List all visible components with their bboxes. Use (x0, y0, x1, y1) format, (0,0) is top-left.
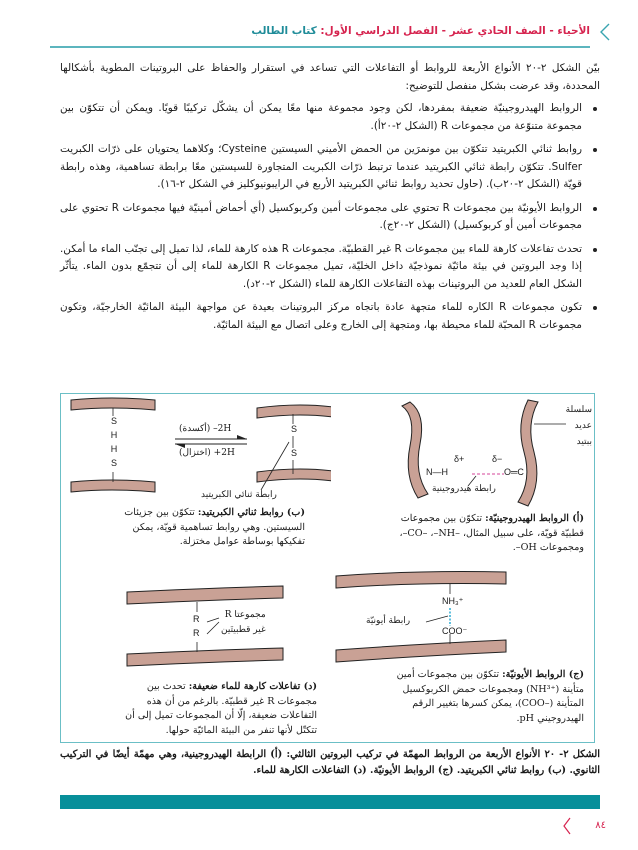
chevron-right-icon[interactable] (598, 22, 612, 42)
panel-hydrophobic (61, 568, 327, 742)
disulfide-bond-label: رابطة ثنائي الكبريتيد (201, 490, 277, 500)
bullet-item: الروابط الأيونيّة بين مجموعات R تحتوي على مجموعات أمين وكربوكسيل (أي أحماض أمينيّة فيها مجموعات R تحتوي على مجموعات أمين أو كربوكسيل) (الشكل ٢-٢٠ج). (60, 200, 600, 235)
caption-a-text: تتكوّن بين مجموعات قطبيّة قويّة، على سبيل المثال، ‎–CO–‎ ،‎–NH–‎، ومجموعات ‎–OH‎. (399, 513, 584, 553)
figure-box (60, 393, 595, 743)
header-rule (50, 46, 590, 48)
caption-c-title: (ج) الروابط الأيونيّة: (502, 669, 584, 680)
polypeptide-label (566, 402, 592, 450)
bullet-list (60, 100, 600, 334)
carboxyl-group: COO⁻ (442, 626, 468, 636)
title-separator: : (316, 25, 325, 37)
chain-label-line: سلسلة (565, 405, 592, 415)
panel-ionic-bonds (328, 568, 594, 742)
s-atom: S (290, 424, 297, 434)
bullet-item: روابط ثنائي الكبريتيد تتكوّن بين مونمرَين من الحمض الأميني السيستين Cysteine؛ وكلاهما يحتويان على ذرّات الكبريت Sulfer. تتكوّن رابطة ثنائي الكبريتيد عندما ترتبط ذرّات الكبريت المتجاورة للسيستين معًا برابطة تساهمية، وهذه رابطة قويّة (الشكل ٢-٢٠ب). (حاول تحديد روابط ثنائي الكبريتيد الأربع في الرايبونيوكليز في الشكل ٢-١٦). (60, 141, 600, 194)
nonpolar-label-line: مجموعتا R (224, 610, 266, 620)
nh-group: N—H (426, 467, 448, 477)
nonpolar-r-label (221, 608, 266, 638)
panel-hydrogen-bonds (328, 394, 594, 568)
book-subject: الأحياء - الصف الحادي عشر - الفصل الدراسي الأول (324, 25, 590, 37)
s-atom: S (290, 448, 297, 458)
caption-c (394, 668, 584, 726)
chain-label-line: ببتيد (576, 437, 592, 447)
co-group: O═C (504, 467, 524, 477)
caption-d (117, 680, 317, 738)
oxidation-label: ‎–2H‎ (أكسدة) (179, 424, 232, 434)
book-type: كتاب الطالب (251, 25, 317, 37)
h-atom: H (110, 444, 118, 454)
page-number: ٨٤ (595, 820, 606, 831)
delta-minus: δ− (492, 454, 503, 464)
page-number-area (556, 817, 606, 837)
body-text (60, 60, 600, 340)
caption-c-text: تتكوّن بين مجموعات أمين متأينة (‎NH³⁺‎) ومجموعات حمض الكربوكسيل المتأينة (‎COO–‎)، يمكن كسرها بتغيير الرقم الهيدروجيني pH. (396, 669, 584, 724)
amine-group: NH₃⁺ (442, 596, 464, 606)
caption-a (394, 512, 584, 556)
footer-bar (60, 795, 600, 809)
s-atom: S (110, 416, 117, 426)
bullet-item: تحدث تفاعلات كارهة للماء بين مجموعات R غير القطبيّة. مجموعات R هذه كارهة للماء، لذا تميل إلى تجنّب الماء ما أمكن. إذا وجد البروتين في بيئة مائيّة نموذجيّة داخل الخليّة، تميل مجموعات R الكارهة للماء إلى أن تتجمّع بدون الماء. يتأثّر الشكل العام للعديد من البروتينات بهذه التفاعلات الكارهة للماء (الشكل ٢-٢٠د). (60, 241, 600, 294)
caption-b-title: (ب) روابط ثنائي الكبريتيد: (197, 507, 305, 518)
panel-disulfide-bonds (61, 394, 327, 568)
page-header (50, 22, 590, 46)
caption-d-title: (د) تفاعلات كارهة للماء ضعيفة: (188, 681, 317, 692)
nonpolar-label-line: غير قطبيتَين (221, 625, 266, 635)
h-atom: H (110, 430, 118, 440)
figure-caption: الشكل ٢- ٢٠ الأنواع الأربعة من الروابط المهمّة في تركيب البروتين الثالثي: (أ) الرابطة الهيدروجينية، وهي مهمّة أيضًا في التركيب الثانوي. (ب) روابط ثنائي الكبريتيد. (ج) الروابط الأيونيّة. (د) التفاعلات الكارهة للماء. (60, 749, 601, 776)
book-title (251, 25, 590, 37)
bullet-item: تكون مجموعات R الكاره للماء متجهة عادة باتجاه مركز البروتينات بعيدة عن مواجهة البيئة المائيّة الخارجيّة، وتكون مجموعات R المحبّة للماء محيطة بها، ومتجهة إلى الخارج وعلى اتصال مع البيئة المائيّة. (60, 299, 600, 334)
caption-d-text: تحدث بين مجموعات R غير قطبيّة. بالرغم من أن هذه التفاعلات ضعيفة، إلّا أن المجموعات تميل إلى أن تتكتّل لأنها تنفر من البيئة المائيّة حولها. (125, 681, 317, 736)
r-group: R (193, 628, 200, 638)
chain-label-line: عديد (574, 421, 592, 431)
caption-b (109, 506, 305, 550)
reduction-label: ‎+2H‎ (اختزال) (179, 448, 235, 458)
hydrogen-bond-label: رابطة هيدروجينية (432, 484, 496, 494)
s-atom: S (110, 458, 117, 468)
chevron-left-icon[interactable] (562, 817, 572, 835)
bullet-item: الروابط الهيدروجينيّة ضعيفة بمفردها، لكن وجود مجموعة منها معًا يمكن أن يشكّل تركيبًا قويًا. ويمكن أن تتكوّن بين مجموعة متنوّعة من مجموعات R (الشكل ٢-٢٠أ). (60, 100, 600, 135)
caption-a-title: (أ) الروابط الهيدروجينيّة: (485, 513, 584, 524)
intro-paragraph: بيّن الشكل ٢-٢٠ الأنواع الأربعة للروابط أو التفاعلات التي تساعد في استقرار والحفاظ على البروتينات المطوية بأشكالها المحددة، وقد عرضت بشكل منفصل للتوضيح: (60, 62, 600, 92)
ionic-bond-label: رابطة أيونيّة (366, 616, 411, 626)
delta-plus: δ+ (454, 454, 465, 464)
r-group: R (193, 614, 200, 624)
caption-b-text: تتكوّن بين جزيئات السيستين. وهي روابط تساهمية قويّة، يمكن تفكيكها بوساطة عوامل مختزلة. (124, 507, 305, 547)
